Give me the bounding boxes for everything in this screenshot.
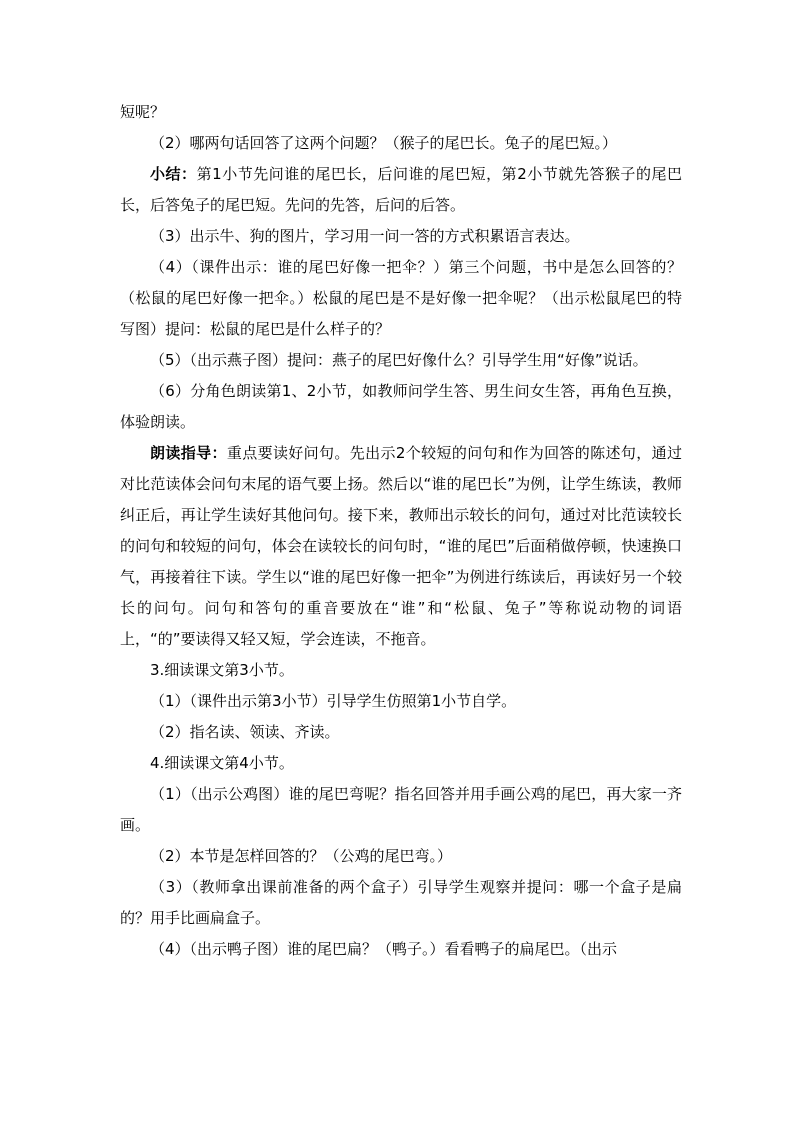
document-body [120, 97, 682, 965]
paragraph-text: 第1小节先问谁的尾巴长，后问谁的尾巴短，第2小节就先答猴子的尾巴长，后答兔子的尾巴短。先问的先答，后问的后答。 [120, 165, 682, 214]
paragraph [120, 872, 682, 934]
paragraph [120, 221, 682, 252]
paragraph [120, 252, 682, 345]
summary-paragraph [120, 159, 682, 221]
section-heading [120, 748, 682, 779]
paragraph-text: （5）（出示燕子图）提问：燕子的尾巴好像什么？引导学生用“好像”说话。 [150, 351, 648, 369]
paragraph [120, 779, 682, 841]
paragraph [120, 934, 682, 965]
paragraph-text: （3）（教师拿出课前准备的两个盒子）引导学生观察并提问：哪一个盒子是扁的？用手比画扁盒子。 [120, 878, 682, 927]
paragraph [120, 686, 682, 717]
paragraph-text: 3.细读课文第3小节。 [150, 661, 294, 679]
paragraph [120, 345, 682, 376]
paragraph [120, 717, 682, 748]
paragraph-text: 重点要读好问句。先出示2个较短的问句和作为回答的陈述句，通过对比范读体会问句末尾的语气要上扬。然后以“谁的尾巴长”为例，让学生练读，教师纠正后，再让学生读好其他问句。接下来，教师出示较长的问句，通过对比范读较长的问句和较短的问句，体会在读较长的问句时，“谁的尾巴”后面稍做停顿，快速换口气，再接着往下读。学生以“谁的尾巴好像一把伞”为例进行练读后，再读好另一个较长的问句。问句和答句的重音要放在“谁”和“松鼠、兔子”等称说动物的词语上，“的”要读得又轻又短，学会连读，不拖音。 [120, 444, 682, 648]
reading-guidance-label: 朗读指导： [150, 444, 227, 462]
paragraph-text: 4.细读课文第4小节。 [150, 754, 294, 772]
paragraph [120, 376, 682, 438]
section-heading [120, 655, 682, 686]
paragraph-text: （4）（出示鸭子图）谁的尾巴扁？（鸭子。）看看鸭子的扁尾巴。（出示 [150, 940, 618, 958]
paragraph [120, 841, 682, 872]
summary-label: 小结： [150, 165, 197, 183]
paragraph-text: （1）（出示公鸡图）谁的尾巴弯呢？指名回答并用手画公鸡的尾巴，再大家一齐画。 [120, 785, 682, 834]
paragraph [120, 128, 682, 159]
paragraph-text: （3）出示牛、狗的图片，学习用一问一答的方式积累语言表达。 [150, 227, 580, 245]
paragraph [120, 97, 682, 128]
reading-guidance-paragraph [120, 438, 682, 655]
paragraph-text: （2）指名读、领读、齐读。 [150, 723, 340, 741]
paragraph-text: （2）本节是怎样回答的？（公鸡的尾巴弯。） [150, 847, 453, 865]
paragraph-text: （6）分角色朗读第1、2小节，如教师问学生答、男生问女生答，再角色互换，体验朗读。 [120, 382, 682, 431]
paragraph-text: 短呢？ [120, 103, 166, 121]
paragraph-text: （1）（课件出示第3小节）引导学生仿照第1小节自学。 [150, 692, 517, 710]
paragraph-text: （4）（课件出示：谁的尾巴好像一把伞？）第三个问题，书中是怎么回答的？（松鼠的尾巴好像一把伞。）松鼠的尾巴是不是好像一把伞呢？（出示松鼠尾巴的特写图）提问：松鼠的尾巴是什么样子的？ [120, 258, 682, 338]
paragraph-text: （2）哪两句话回答了这两个问题？（猴子的尾巴长。兔子的尾巴短。） [150, 134, 618, 152]
